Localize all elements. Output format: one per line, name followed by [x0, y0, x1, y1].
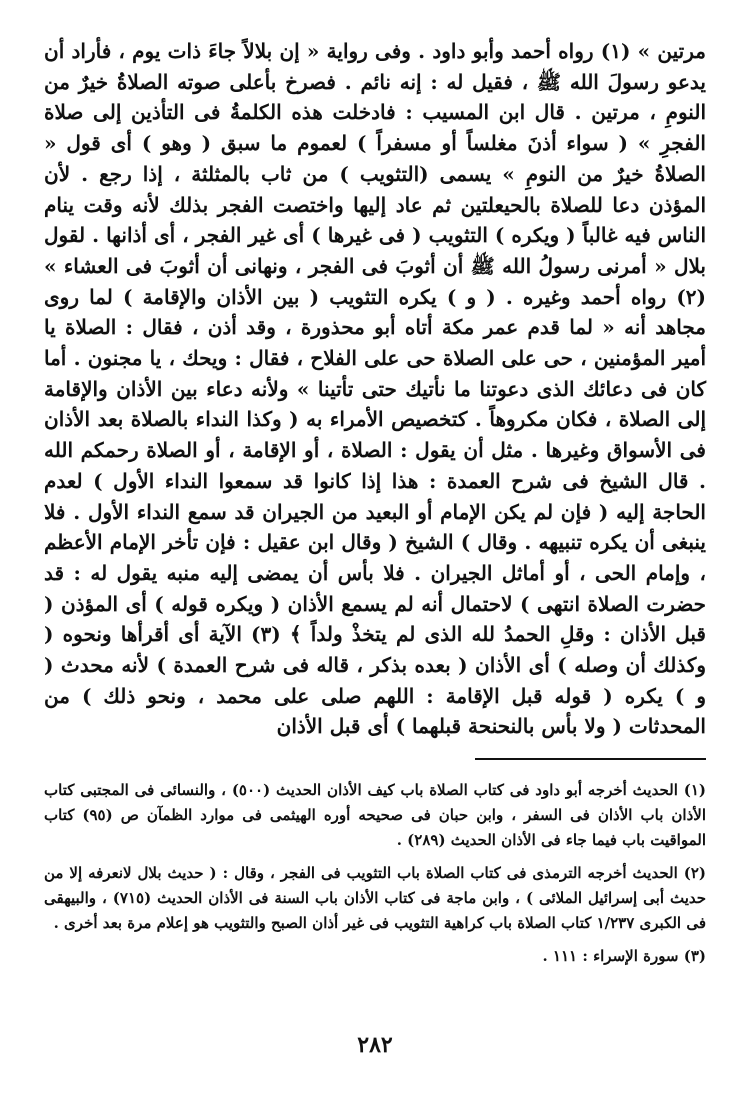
main-text-block: [44, 36, 706, 742]
footnote-2: (٢) الحديث أخرجه الترمذى فى كتاب الصلاة باب التثويب فى الفجر ، وقال : ( حديث بلال لانعرفه إلا من حديث أبى إسرائيل الملائى ) ، وابن ماجة فى كتاب الأذان باب السنة فى الأذان الحديث (٧١٥) ، والبيهقى فى الكبرى ١/٢٣٧ كتاب الصلاة باب كراهية التثويب فى غير أذان الصبح والتثويب هو إعلام مرة بعد أخرى .: [44, 864, 707, 932]
footnotes-section: [44, 778, 706, 977]
body-paragraph: مرتين » (١) رواه أحمد وأبو داود . وفى رواية « إن بلالاً جاءَ ذات يوم ، فأراد أن يدعو رسولَ الله ﷺ ، فقيل له : إنه نائم . فصرخ بأعلى صوته الصلاةُ خيرٌ من النومِ ، مرتين . قال ابن المسيب : فادخلت هذه الكلمةُ فى التأذين إلى صلاة الفجرِ » ( سواء أذنَ مغلساً أو مسفراً ) لعموم ما سبق ( وهو ) أى قول « الصلاةُ خيرٌ من النومِ » يسمى (التثويب ) من ثاب بالمثلثة ، إذا رجع . لأن المؤذن دعا للصلاة بالحيعلتين ثم عاد إليها واختصت الفجر بذلك لأنه وقت ينام الناس فيه غالباً ( ويكره ) التثويب ( فى غيرها ) أى غير الفجر ، أى أذانها . لقول بلال « أمرنى رسولُ الله ﷺ أن أثوبَ فى الفجر ، ونهانى أن أثوبَ فى العشاء » (٢) رواه أحمد وغيره . ( و ) يكره التثويب ( بين الأذان والإقامة ) لما روى مجاهد أنه « لما قدم عمر مكة أتاه أبو محذورة ، وقد أذن ، فقال : الصلاة يا أمير المؤمنين ، حى على الصلاة حى على الفلاح ، فقال : ويحك ، يا مجنون . أما كان فى دعائك الذى دعوتنا ما نأتيك حتى تأتينا » ولأنه دعاء بين الأذان والإقامة إلى الصلاة ، فكان مكروهاً . كتخصيص الأمراء به ( وكذا النداء بالصلاة بعد الأذان فى الأسواق وغيرها . مثل أن يقول : الصلاة ، أو الإقامة ، أو الصلاة رحمكم الله . قال الشيخ فى شرح العمدة : هذا إذا كانوا قد سمعوا النداء الأول ) لعدم الحاجة إليه ( فإن لم يكن الإمام أو البعيد من الجيران قد سمع النداء الأول . فلا ينبغى أن يكره تنبيهه . وقال ) الشيخ ( وقال ابن عقيل : فإن تأخر الإمام الأعظم ، وإمام الحى ، أو أماثل الجيران . فلا بأس أن يمضى إليه منبه يقول له : قد حضرت الصلاة انتهى ) لاحتمال أنه لم يسمع الأذان ( ويكره قوله ) أى المؤذن ( قبل الأذان : وقلِ الحمدُ لله الذى لم يتخذْ ولداً ﴾ (٣) الآية أى أقرأها ونحوه ( وكذلك أن وصله ) أى الأذان ( بعده بذكر ، قاله فى شرح العمدة ) لأنه محدث ( و ) يكره ( قوله قبل الإقامة : اللهم صلى على محمد ، ونحو ذلك ) من المحدثات ( ولا بأس بالنحنحة قبلهما ) أى قبل الأذان: [44, 39, 707, 739]
footnote-1: (١) الحديث أخرجه أبو داود فى كتاب الصلاة باب كيف الأذان الحديث (٥٠٠) ، والنسائى فى المجتبى كتاب الأذان باب الأذان فى السفر ، وابن حبان فى صحيحه أوره الهيثمى فى موارد الظمآن ص (٩٥) كتاب المواقيت باب فيما جاء فى الأذان الحديث (٢٨٩) .: [44, 781, 706, 849]
page-number: ٢٨٢: [357, 1032, 393, 1058]
footnote-divider: [475, 758, 706, 760]
footnote-3: (٣) سورة الإسراء : ١١١ .: [542, 947, 706, 965]
